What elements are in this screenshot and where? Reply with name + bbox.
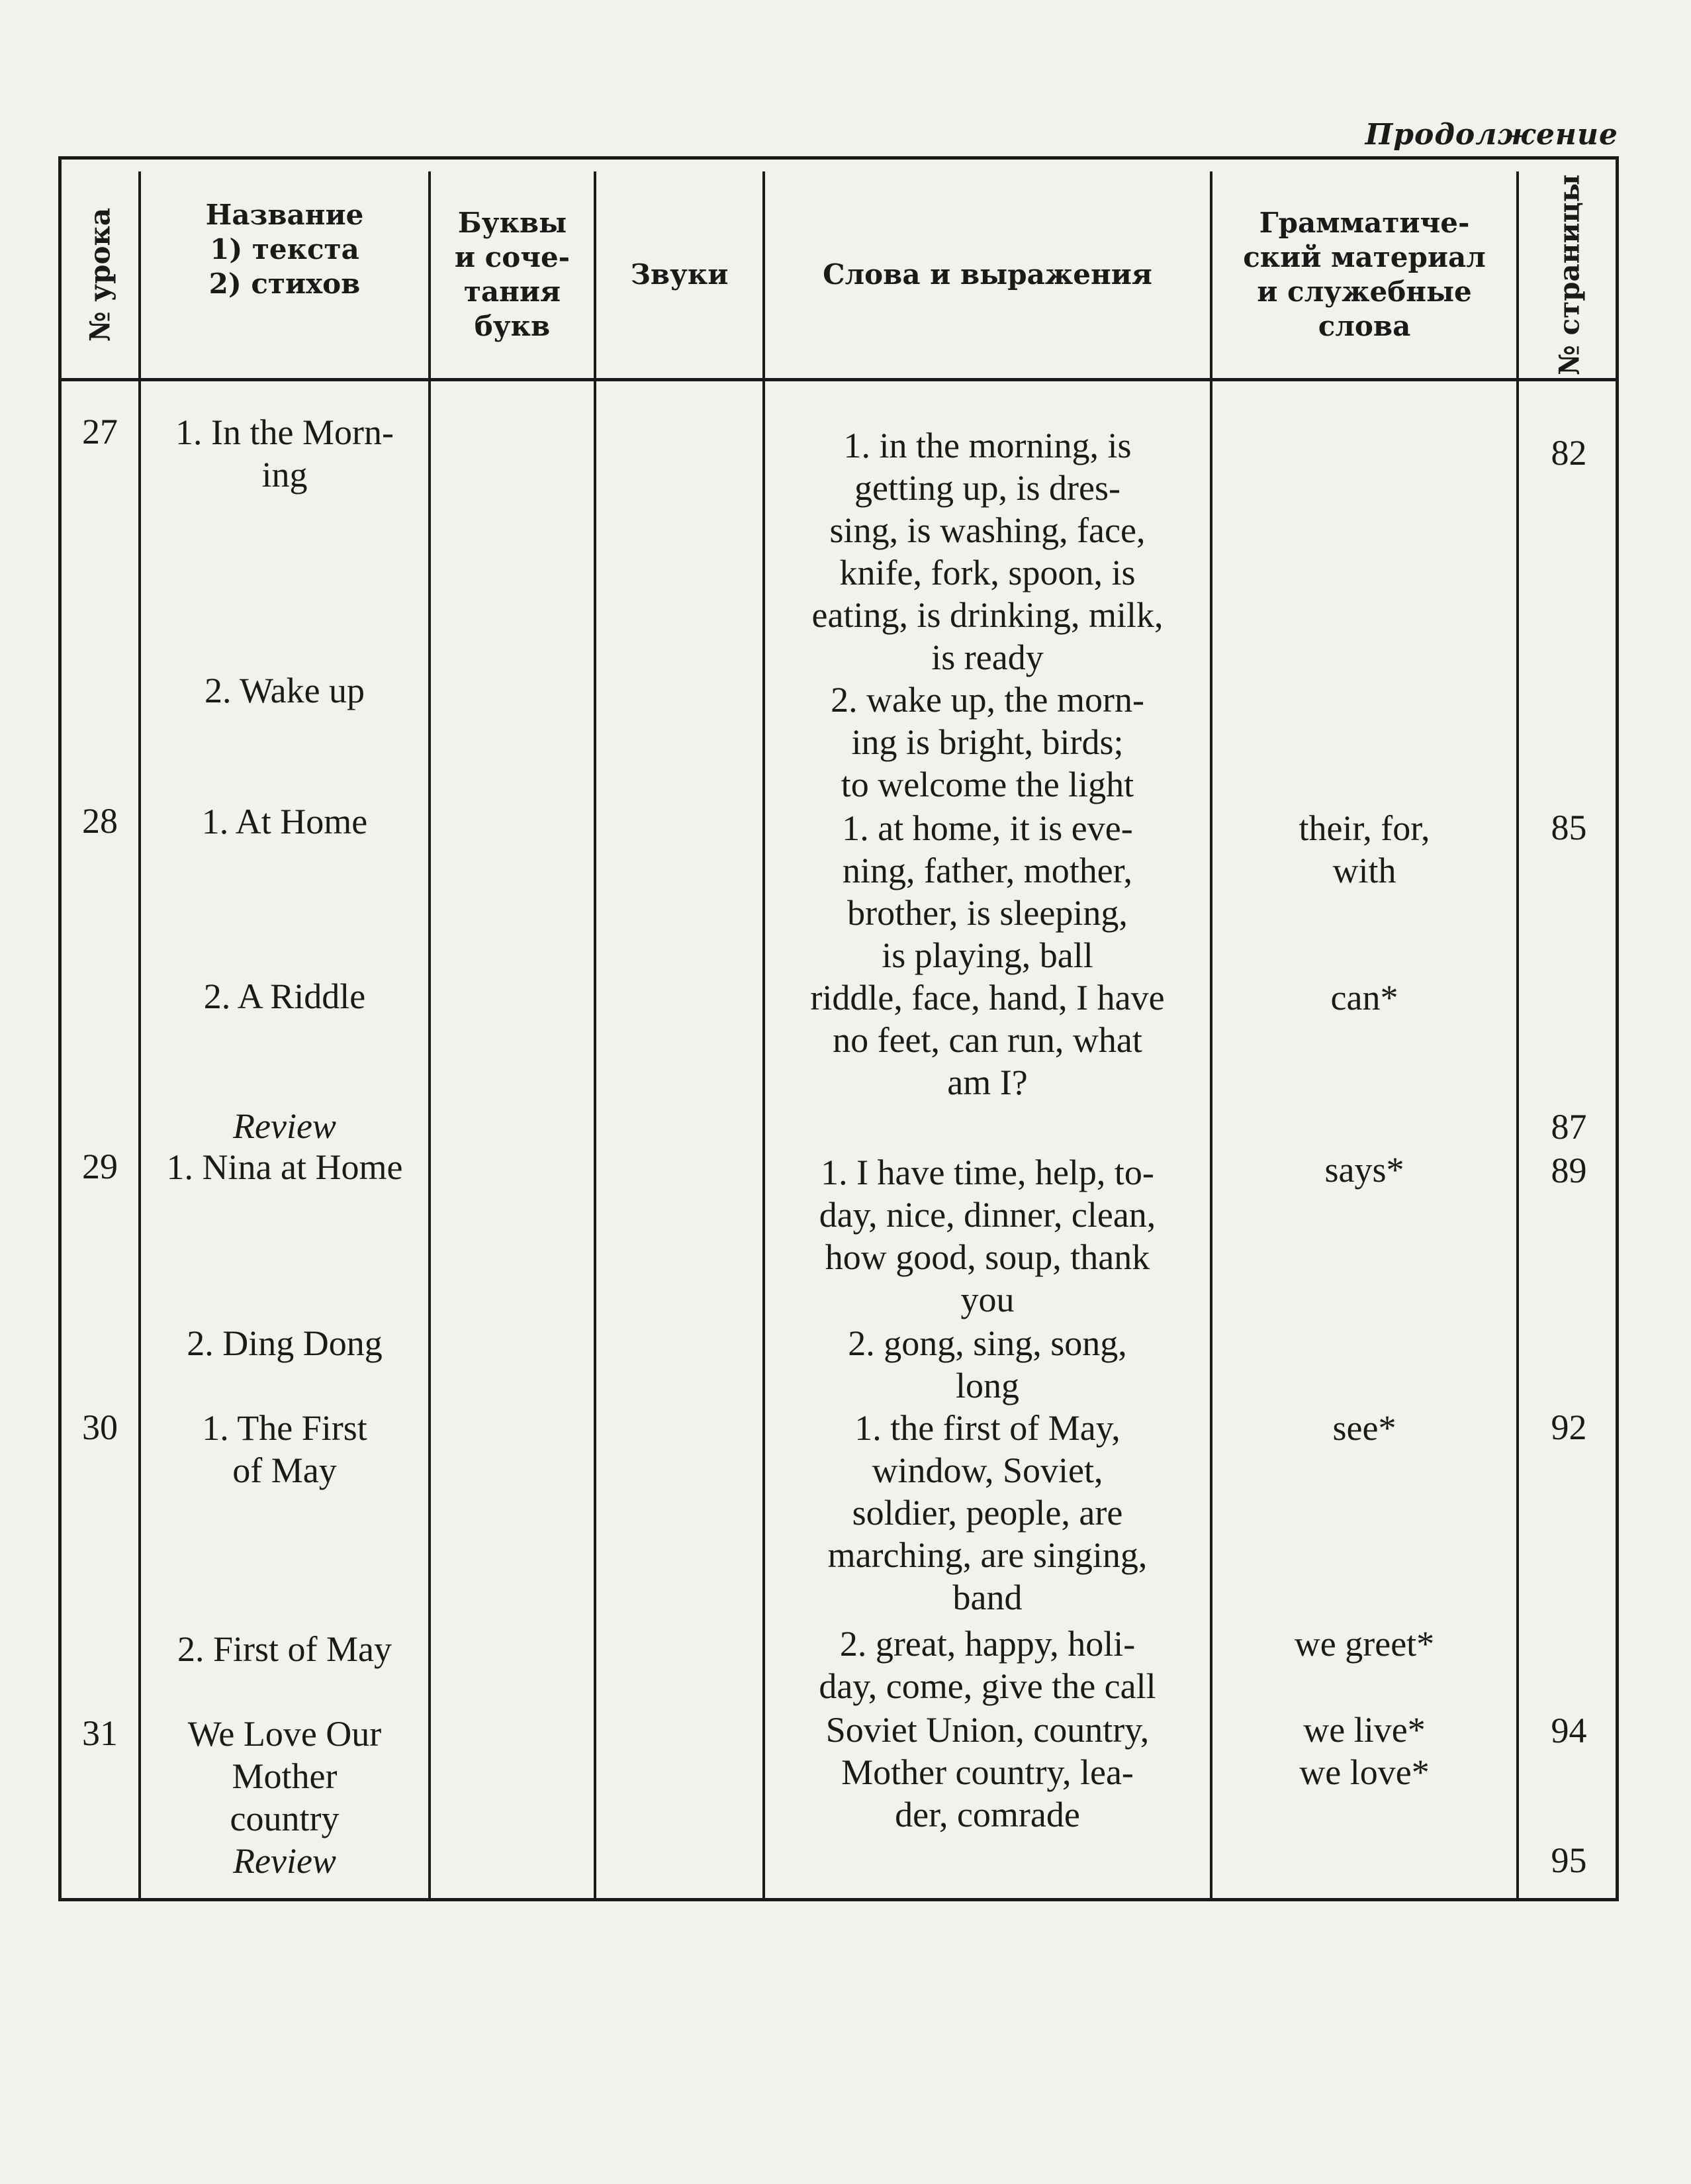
page-number: 85: [1551, 808, 1587, 847]
words-cell: 1. I have time, help, to- day, nice, dinner, clean, how good, soup, thank you: [819, 1153, 1156, 1319]
header-title: Название 1) текста 2) стихов: [205, 199, 364, 300]
column-divider: [594, 171, 596, 1898]
words-cell: 1. the first of May, window, Soviet, soldier, people, are marching, are singing, band: [827, 1408, 1148, 1617]
header-lesson-no: № урока: [83, 207, 116, 342]
column-divider: [1516, 171, 1519, 1898]
header-divider: [62, 378, 1616, 381]
words-cell: 2. wake up, the morn- ing is bright, birds; to welcome the light: [831, 680, 1144, 804]
lesson-table: [58, 156, 1619, 1901]
lesson-number: 28: [82, 801, 118, 841]
words-cell: 2. gong, sing, song, long: [848, 1323, 1127, 1405]
lesson-number: 30: [82, 1407, 118, 1447]
text-title: We Love Our Mother country: [187, 1714, 382, 1838]
lesson-number: 29: [82, 1147, 118, 1186]
poem-title: 2. First of May: [177, 1629, 392, 1669]
page-number: 89: [1551, 1151, 1587, 1190]
grammar-cell: can*: [1330, 978, 1398, 1018]
text-title: 1. At Home: [201, 802, 368, 841]
review-title: Review: [233, 1106, 336, 1146]
words-cell: 2. great, happy, holi- day, come, give the call: [819, 1624, 1156, 1706]
page-number: 94: [1551, 1711, 1587, 1750]
lesson-number: 27: [82, 412, 118, 451]
text-title: 1. Nina at Home: [166, 1147, 403, 1187]
page-number: 82: [1551, 433, 1587, 473]
header-words: Слова и выражения: [823, 258, 1152, 291]
header-sounds: Звуки: [630, 258, 729, 291]
poem-title: 2. Wake up: [204, 671, 365, 710]
words-cell: 1. in the morning, is getting up, is dres- sing, is washing, face, knife, fork, spoon, is eating, is drinking, milk, is ready: [811, 426, 1164, 677]
header-grammar: Грамматиче- ский материал и служебные слова: [1243, 207, 1486, 342]
poem-title: 2. Ding Dong: [187, 1323, 383, 1363]
text-title: 1. The First of May: [202, 1408, 367, 1490]
continuation-label: Продолжение: [1365, 118, 1618, 152]
words-cell: 1. at home, it is eve- ning, father, mother, brother, is sleeping, is playing, ball: [842, 808, 1133, 975]
page-number: 95: [1551, 1840, 1587, 1880]
grammar-cell: see*: [1332, 1408, 1396, 1448]
column-divider: [428, 171, 431, 1898]
grammar-cell: says*: [1324, 1150, 1404, 1190]
page-number: 87: [1551, 1107, 1587, 1147]
grammar-cell: we greet*: [1294, 1624, 1435, 1664]
grammar-cell: we live* we love*: [1299, 1710, 1430, 1792]
grammar-cell: their, for, with: [1299, 808, 1430, 890]
words-cell: riddle, face, hand, I have no feet, can run, what am I?: [810, 978, 1165, 1102]
page-number: 92: [1551, 1407, 1587, 1447]
review-title: Review: [233, 1841, 336, 1881]
text-title: 1. In the Morn- ing: [175, 412, 394, 495]
poem-title: 2. A Riddle: [203, 976, 366, 1016]
header-letters: Буквы и соче- тания букв: [454, 207, 571, 342]
lesson-number: 31: [82, 1713, 118, 1753]
header-page-no: № страницы: [1553, 174, 1585, 375]
words-cell: Soviet Union, country, Mother country, lea- der, comrade: [825, 1710, 1150, 1834]
